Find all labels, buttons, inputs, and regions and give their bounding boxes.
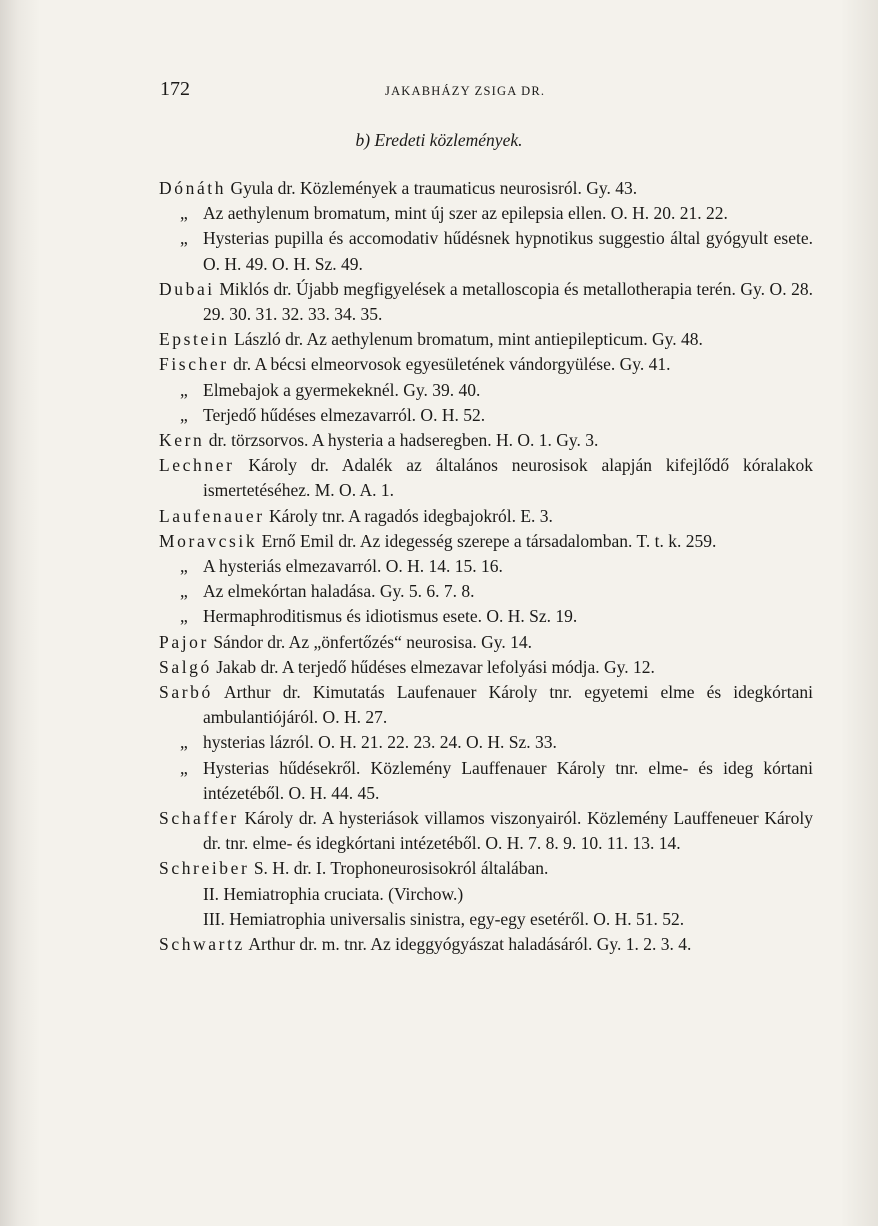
entry-text: László dr. Az aethylenum bromatum, mint antiepilepticum. Gy. 48. xyxy=(229,329,703,350)
entry-text: Ernő Emil dr. Az idegesség szerepe a társadalomban. T. t. k. 259. xyxy=(257,530,717,551)
bibliography-entry xyxy=(159,504,813,529)
entry-author: Kern xyxy=(159,430,205,451)
ditto-mark: „ xyxy=(180,228,188,249)
bibliography-entry xyxy=(159,277,813,327)
entry-text: Hermaphroditismus és idiotismus esete. O. H. Sz. 19. xyxy=(203,606,578,627)
bibliography-entry xyxy=(159,730,813,755)
entry-text: Hysterias hűdésekről. Közlemény Lauffenauer Károly tnr. elme- és ideg kórtani intézetéből. O. H. 44. 45. xyxy=(203,757,813,803)
entry-text: Elmebajok a gyermekeknél. Gy. 39. 40. xyxy=(203,379,481,400)
ditto-mark: „ xyxy=(180,379,188,400)
bibliography-entry xyxy=(159,352,813,377)
bibliography-entry xyxy=(159,529,813,554)
entry-text: Károly tnr. A ragadós idegbajokról. E. 3. xyxy=(264,505,553,526)
entry-author: Fischer xyxy=(159,354,229,375)
bibliography-entry xyxy=(159,856,813,881)
running-title: JAKABHÁZY ZSIGA DR. xyxy=(385,84,546,98)
entry-text: Arthur dr. m. tnr. Az ideggyógyászat haladásáról. Gy. 1. 2. 3. 4. xyxy=(244,934,692,955)
entry-author: Moravcsik xyxy=(159,530,258,551)
ditto-mark: „ xyxy=(180,404,188,425)
ditto-mark: „ xyxy=(180,203,188,224)
bibliography-entry xyxy=(159,579,813,604)
ditto-mark: „ xyxy=(180,581,188,602)
entry-text: Miklós dr. Újabb megfigyelések a metalloscopia és metallotherapia terén. Gy. O. 28. 29. 30. 31. 32. 33. 34. 35. xyxy=(203,278,813,325)
entry-text: Hysterias pupilla és accomodativ hűdésnek hypnotikus suggestio által gyógyult esete. O. H. 49. O. H. Sz. 49. xyxy=(203,228,813,274)
entry-text: Terjedő hűdéses elmezavarról. O. H. 52. xyxy=(203,404,486,425)
entry-author: Dubai xyxy=(159,278,215,299)
bibliography-entry xyxy=(159,932,813,957)
entry-text: hysterias lázról. O. H. 21. 22. 23. 24. O. H. Sz. 33. xyxy=(203,732,557,753)
bibliography-entry xyxy=(159,680,813,730)
entry-text: Az elmekórtan haladása. Gy. 5. 6. 7. 8. xyxy=(203,581,475,602)
entry-author: Sarbó xyxy=(159,682,213,703)
bibliography-entry xyxy=(159,630,813,655)
entry-text: Károly dr. A hysteriások villamos viszonyairól. Közlemény Lauffeneuer Károly dr. tnr. elme- és idegkórtani intézetéből. O. H. 7. 8. 9. 10. 11. 13. 14. xyxy=(203,808,813,854)
entry-author: Dónáth xyxy=(159,178,227,198)
entry-text: Sándor dr. Az „önfertőzés“ neurosisa. Gy. 14. xyxy=(208,631,532,652)
entry-author: Epstein xyxy=(159,329,230,350)
bibliography-entry xyxy=(159,176,813,201)
page-header xyxy=(160,78,808,104)
bibliography-entry xyxy=(159,756,813,806)
bibliography-entry xyxy=(159,882,813,907)
bibliography-entry xyxy=(159,655,813,680)
entry-author: Lechner xyxy=(159,455,235,476)
ditto-mark: „ xyxy=(180,606,188,627)
bibliography-entry xyxy=(159,453,813,503)
entry-author: Pajor xyxy=(159,631,209,652)
entry-text: Károly dr. Adalék az általános neurosisok alapján kifejlődő kóralakok ismertetéséhez. M. O. A. 1. xyxy=(203,455,813,501)
entry-text: dr. törzsorvos. A hysteria a hadseregben. H. O. 1. Gy. 3. xyxy=(204,430,599,451)
ditto-mark: „ xyxy=(180,556,188,577)
entry-text: III. Hemiatrophia universalis sinistra, egy-egy esetéről. O. H. 51. 52. xyxy=(203,908,685,929)
ditto-mark: „ xyxy=(180,732,188,753)
bibliography-entry xyxy=(159,403,813,428)
entry-text: dr. A bécsi elmeorvosok egyesületének vándorgyülése. Gy. 41. xyxy=(228,354,671,375)
ditto-mark: „ xyxy=(180,757,188,778)
page-number: 172 xyxy=(160,78,190,100)
section-title: b) Eredeti közlemények. xyxy=(355,130,523,150)
entry-author: Schaffer xyxy=(159,808,239,829)
bibliography-entry xyxy=(159,201,813,226)
entry-author: Salgó xyxy=(159,656,212,677)
entry-text: Az aethylenum bromatum, mint új szer az epilepsia ellen. O. H. 20. 21. 22. xyxy=(203,203,728,224)
bibliography-entry xyxy=(159,604,813,629)
entry-text: Gyula dr. Közlemények a traumaticus neurosisról. Gy. 43. xyxy=(226,178,638,198)
bibliography-list xyxy=(159,176,813,957)
bibliography-entry xyxy=(159,554,813,579)
bibliography-entry xyxy=(159,428,813,453)
bibliography-entry xyxy=(159,907,813,932)
bibliography-entry xyxy=(159,806,813,856)
bibliography-entry xyxy=(159,327,813,352)
entry-author: Schreiber xyxy=(159,858,250,879)
entry-text: Arthur dr. Kimutatás Laufenauer Károly tnr. egyetemi elme és idegkórtani ambulantiójáról. O. H. 27. xyxy=(203,682,813,728)
entry-author: Laufenauer xyxy=(159,505,265,526)
entry-text: S. H. dr. I. Trophoneurosisokról általában. xyxy=(249,858,549,879)
entry-text: II. Hemiatrophia cruciata. (Virchow.) xyxy=(203,883,464,904)
bibliography-entry xyxy=(159,378,813,403)
entry-text: Jakab dr. A terjedő hűdéses elmezavar lefolyási módja. Gy. 12. xyxy=(211,656,655,677)
entry-author: Schwartz xyxy=(159,934,245,955)
bibliography-entry xyxy=(159,226,813,276)
entry-text: A hysteriás elmezavarról. O. H. 14. 15. 16. xyxy=(203,556,503,577)
